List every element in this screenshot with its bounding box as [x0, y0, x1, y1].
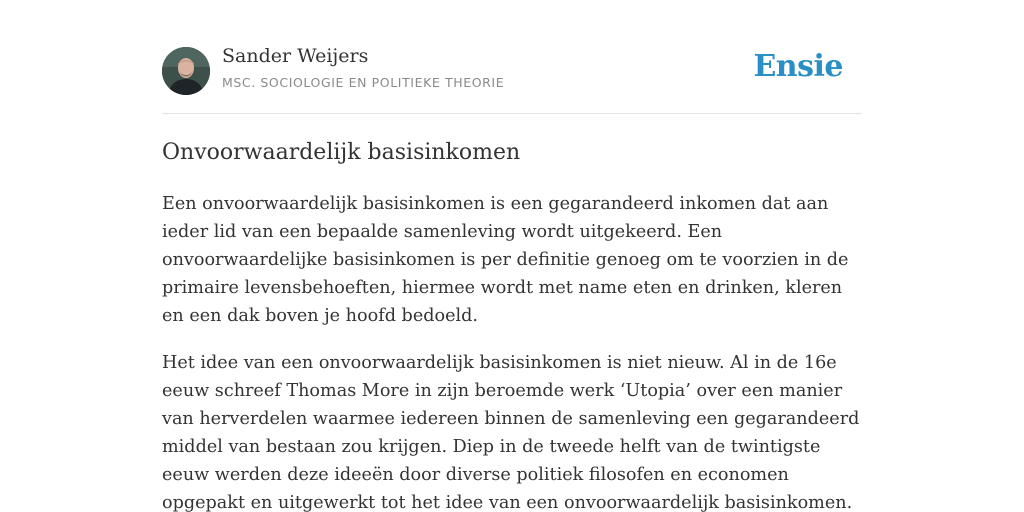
author-avatar[interactable]	[162, 47, 210, 95]
article-paragraph: Een onvoorwaardelijk basisinkomen is een gegarandeerd inkomen dat aan ieder lid van een bepaalde samenleving wordt uitgekeerd. Een onvoorwaardelijke basisinkomen is per definitie genoeg om te voorzien in de primaire levensbehoeften, hiermee wordt met name eten en drinken, kleren en een dak boven je hoofd bedoeld.	[162, 194, 849, 326]
article-title: Onvoorwaardelijk basisinkomen	[162, 140, 521, 165]
author-header	[162, 0, 862, 114]
article-paragraph: Het idee van een onvoorwaardelijk basisinkomen is niet nieuw. Al in de 16e eeuw schreef Thomas More in zijn beroemde werk ‘Utopia’ over een manier van herverdelen waarmee iedereen binnen de samenleving een gegarandeerd middel van bestaan zou krijgen. Diep in de tweede helft van de twintigste eeuw werden deze ideeën door diverse politiek filosofen en economen opgepakt en uitgewerkt tot het idee van een onvoorwaardelijk basisinkomen.	[162, 353, 860, 512]
ensie-logo[interactable]: Ensie	[753, 49, 843, 84]
article-container	[162, 0, 862, 512]
author-title: MSC. SOCIOLOGIE EN POLITIEKE THEORIE	[222, 75, 505, 90]
person-avatar-icon	[162, 47, 210, 95]
author-name[interactable]: Sander Weijers	[222, 45, 369, 67]
